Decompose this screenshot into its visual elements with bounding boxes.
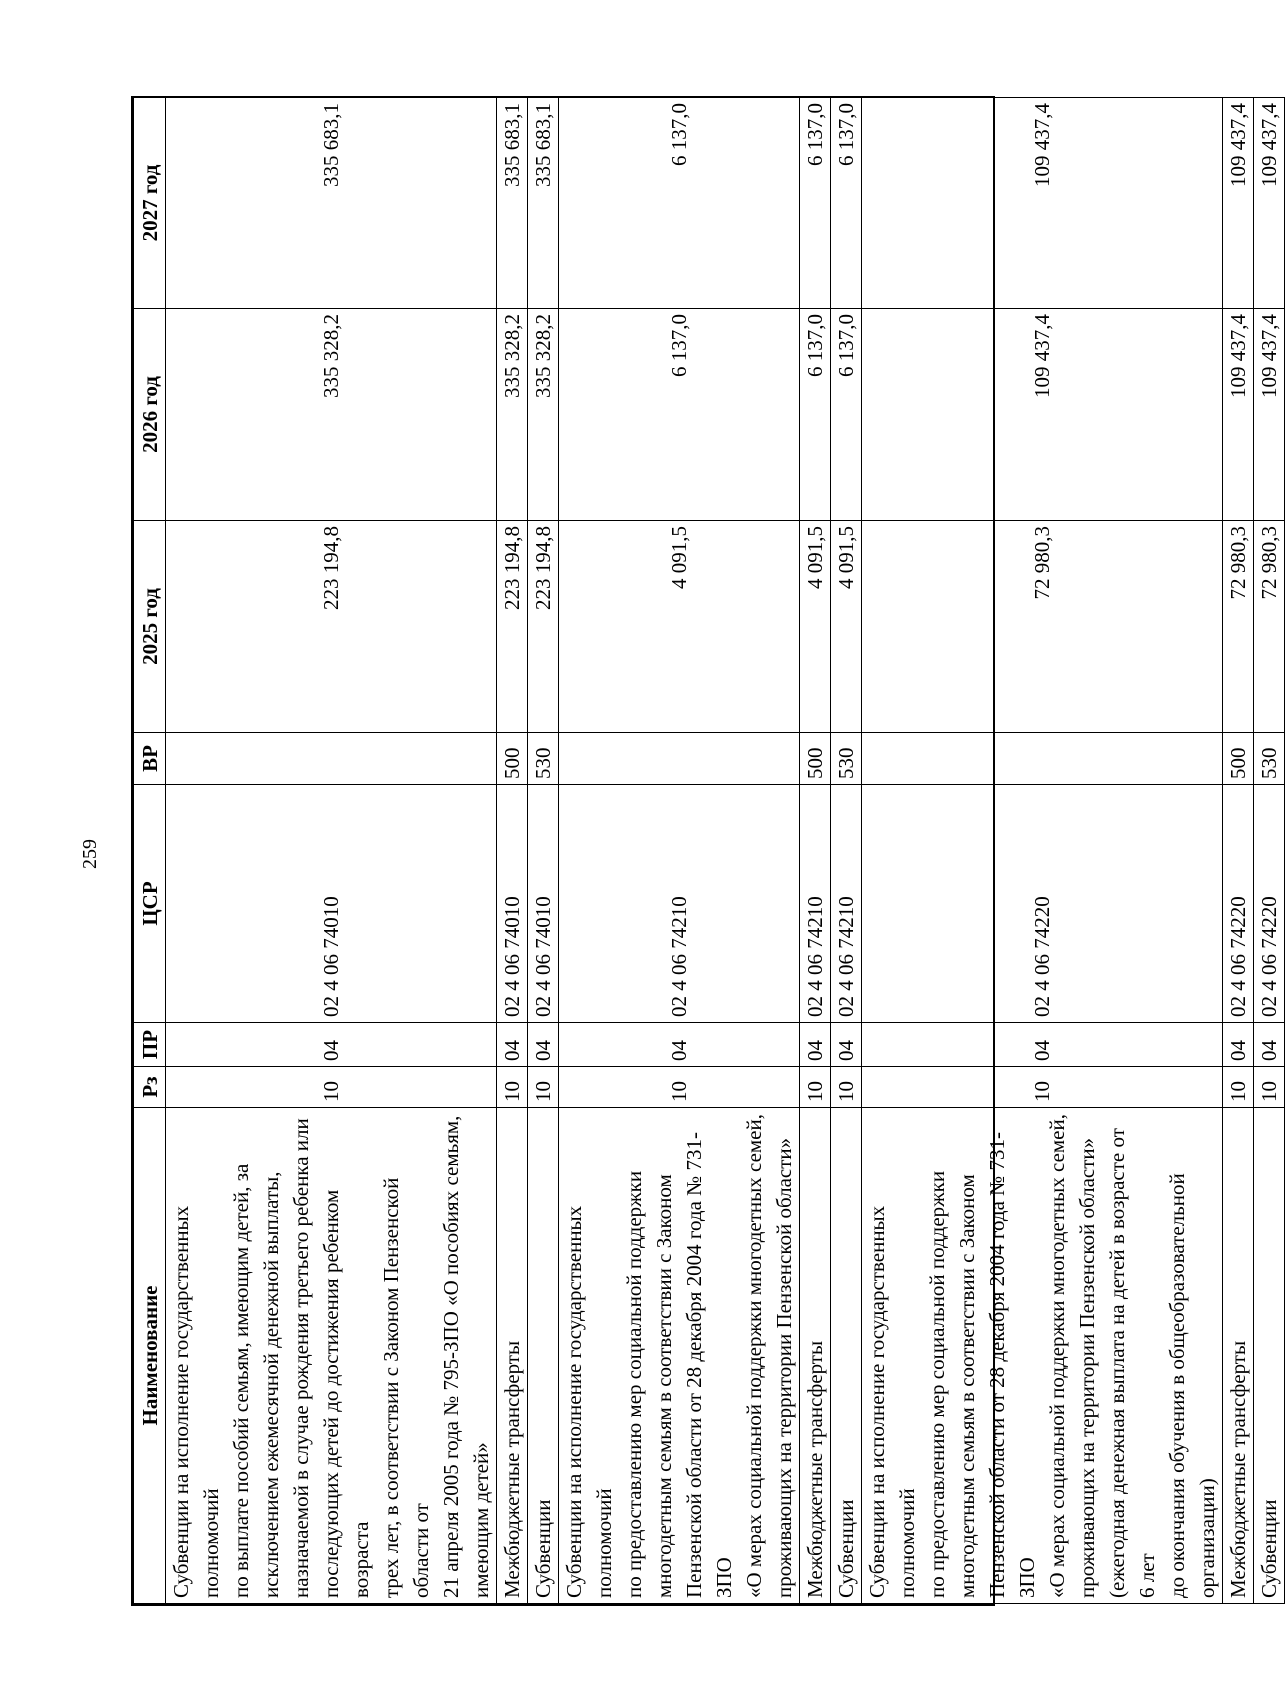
- row-vr: 530: [528, 733, 559, 785]
- table-row: [862, 98, 1223, 1604]
- row-vr: 530: [1254, 733, 1285, 785]
- row-name: Субвенции на исполнение государственных полномочий по выплате пособий семьям, имеющим детей, за исключением ежемесячной денежной выплаты, назначаемой в случае рождения третьего ребенка или последующих детей до достижения ребенком возраста трех лет, в соответствии с Законом Пензенской области от 21 апреля 2005 года № 795-ЗПО «О пособиях семьям, имеющим детей»: [166, 1108, 497, 1604]
- table-row: [1254, 98, 1285, 1604]
- row-2027: 6 137,0: [831, 98, 862, 309]
- row-rz: 10: [528, 1067, 559, 1108]
- row-vr: 500: [497, 733, 528, 785]
- row-pr: 04: [1223, 1023, 1254, 1067]
- rotated-table-container: [133, 98, 1281, 1604]
- row-rz: 10: [862, 1067, 1223, 1108]
- row-2026: 6 137,0: [559, 309, 800, 521]
- row-csr: 02 4 06 74210: [800, 785, 831, 1023]
- row-name: Межбюджетные трансферты: [800, 1108, 831, 1604]
- header-2025: 2025 год: [134, 521, 166, 733]
- row-rz: 10: [831, 1067, 862, 1108]
- row-rz: 10: [1254, 1067, 1285, 1108]
- table-row: [497, 98, 528, 1604]
- row-2026: 335 328,2: [528, 309, 559, 521]
- row-name: Субвенции: [528, 1108, 559, 1604]
- row-2025: 223 194,8: [166, 521, 497, 733]
- row-rz: 10: [800, 1067, 831, 1108]
- row-rz: 10: [497, 1067, 528, 1108]
- row-2025: 72 980,3: [862, 521, 1223, 733]
- row-2026: 335 328,2: [166, 309, 497, 521]
- row-csr: 02 4 06 74220: [862, 785, 1223, 1023]
- header-vr: ВР: [134, 733, 166, 785]
- table-header-row: [134, 98, 166, 1604]
- row-name: Субвенции на исполнение государственных полномочий по предоставлению мер социальной поддержки многодетным семьям в соответствии с Законом Пензенской области от 28 декабря 2004 года № 731-ЗПО «О мерах социальной поддержки многодетных семей, проживающих на территории Пензенской области»: [559, 1108, 800, 1604]
- row-vr: [862, 733, 1223, 785]
- row-name: Межбюджетные трансферты: [1223, 1108, 1254, 1604]
- row-rz: 10: [1223, 1067, 1254, 1108]
- row-2027: 335 683,1: [166, 98, 497, 309]
- row-2025: 223 194,8: [528, 521, 559, 733]
- row-pr: 04: [831, 1023, 862, 1067]
- row-2025: 223 194,8: [497, 521, 528, 733]
- header-pr: ПР: [134, 1023, 166, 1067]
- row-rz: 10: [559, 1067, 800, 1108]
- row-2027: 109 437,4: [1223, 98, 1254, 309]
- row-2027: 6 137,0: [559, 98, 800, 309]
- row-csr: 02 4 06 74210: [831, 785, 862, 1023]
- row-2026: 109 437,4: [862, 309, 1223, 521]
- table-row: [559, 98, 800, 1604]
- row-pr: 04: [800, 1023, 831, 1067]
- row-2025: 72 980,3: [1254, 521, 1285, 733]
- row-2026: 6 137,0: [831, 309, 862, 521]
- row-2025: 4 091,5: [831, 521, 862, 733]
- table-row: [166, 98, 497, 1604]
- header-2027: 2027 год: [134, 98, 166, 309]
- row-name: Субвенции: [1254, 1108, 1285, 1604]
- row-2027: 335 683,1: [497, 98, 528, 309]
- row-pr: 04: [528, 1023, 559, 1067]
- table-row: [831, 98, 862, 1604]
- row-rz: 10: [166, 1067, 497, 1108]
- header-csr: ЦСР: [134, 785, 166, 1023]
- table-row: [800, 98, 831, 1604]
- budget-table: [133, 97, 1285, 1604]
- row-vr: 530: [831, 733, 862, 785]
- row-vr: 500: [1223, 733, 1254, 785]
- row-csr: 02 4 06 74010: [497, 785, 528, 1023]
- row-pr: 04: [559, 1023, 800, 1067]
- row-2026: 109 437,4: [1223, 309, 1254, 521]
- row-vr: [166, 733, 497, 785]
- row-pr: 04: [862, 1023, 1223, 1067]
- page-number: 259: [79, 839, 101, 869]
- table-row: [528, 98, 559, 1604]
- row-2026: 335 328,2: [497, 309, 528, 521]
- header-2026: 2026 год: [134, 309, 166, 521]
- row-2026: 6 137,0: [800, 309, 831, 521]
- table-row: [1223, 98, 1254, 1604]
- row-2025: 72 980,3: [1223, 521, 1254, 733]
- row-csr: 02 4 06 74010: [166, 785, 497, 1023]
- row-2027: 335 683,1: [528, 98, 559, 309]
- row-name: Субвенции на исполнение государственных полномочий по предоставлению мер социальной поддержки многодетным семьям в соответствии с Законом Пензенской области от 28 декабря 2004 года № 731-ЗПО «О мерах социальной поддержки многодетных семей, проживающих на территории Пензенской области» (ежегодная денежная выплата на детей в возрасте от 6 лет до окончания обучения в общеобразовательной организации): [862, 1108, 1223, 1604]
- row-name: Субвенции: [831, 1108, 862, 1604]
- row-name: Межбюджетные трансферты: [497, 1108, 528, 1604]
- row-2027: 109 437,4: [862, 98, 1223, 309]
- row-2025: 4 091,5: [800, 521, 831, 733]
- row-csr: 02 4 06 74220: [1223, 785, 1254, 1023]
- row-2025: 4 091,5: [559, 521, 800, 733]
- row-pr: 04: [497, 1023, 528, 1067]
- row-2027: 109 437,4: [1254, 98, 1285, 309]
- row-2027: 6 137,0: [800, 98, 831, 309]
- header-rz: Рз: [134, 1067, 166, 1108]
- row-csr: 02 4 06 74210: [559, 785, 800, 1023]
- row-pr: 04: [166, 1023, 497, 1067]
- row-vr: 500: [800, 733, 831, 785]
- row-pr: 04: [1254, 1023, 1285, 1067]
- row-2026: 109 437,4: [1254, 309, 1285, 521]
- row-csr: 02 4 06 74220: [1254, 785, 1285, 1023]
- row-vr: [559, 733, 800, 785]
- row-csr: 02 4 06 74010: [528, 785, 559, 1023]
- header-name: Наименование: [134, 1108, 166, 1604]
